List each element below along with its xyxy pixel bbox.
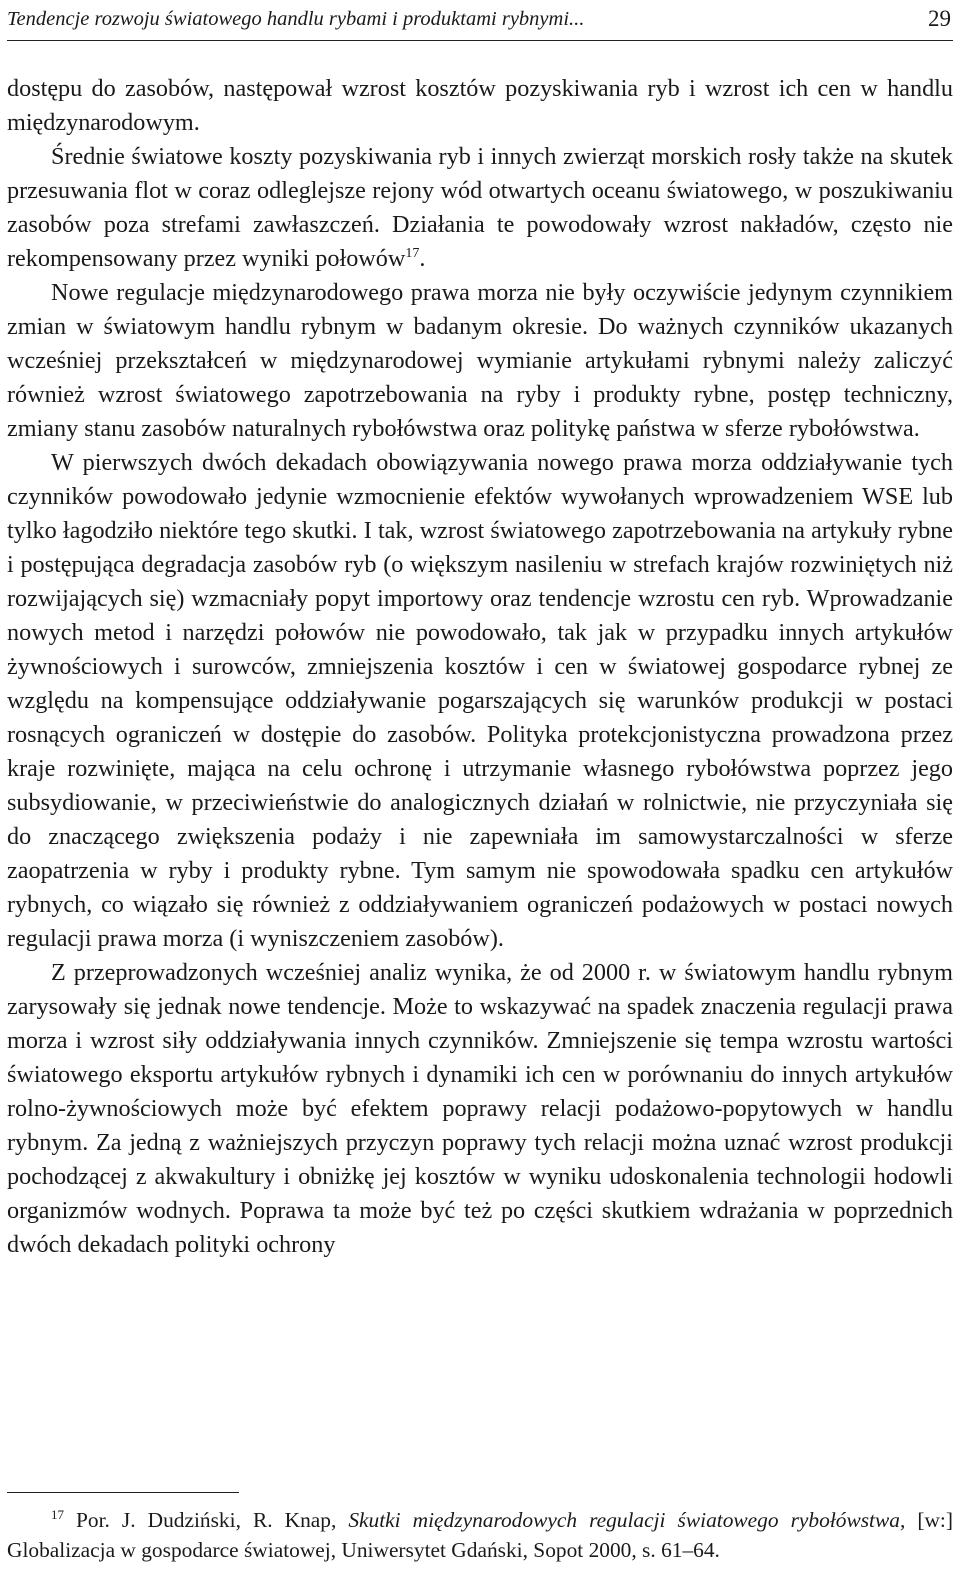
footnote-rest: [w:] Globalizacja w gospodarce światowej, Uniwersytet Gdański, Sopot 2000, s. 61–64. [7, 1508, 953, 1562]
paragraph-2 [7, 140, 953, 276]
document-page [7, 0, 953, 1573]
running-title: Tendencje rozwoju światowego handlu rybami i produktami rybnymi... [7, 7, 585, 30]
footnote-17 [7, 1505, 953, 1565]
paragraph-4: W pierwszych dwóch dekadach obowiązywania nowego prawa morza oddziaływanie tych czynników powodowało jedynie wzmocnienie efektów wywołanych wprowadzeniem WSE lub tylko łagodziło niektóre tego skutki. I tak, wzrost światowego zapotrzebowania na artykuły rybne i postępująca degradacja zasobów ryb (o większym nasileniu w strefach krajów rozwiniętych niż rozwijających się) wzmacniały popyt importowy oraz tendencje wzrostu cen ryb. Wprowadzanie nowych metod i narzędzi połowów nie powodowało, tak jak w przypadku innych artykułów żywnościowych i surowców, zmniejszenia kosztów i cen w światowej gospodarce rybnej ze względu na kompensujące oddziaływanie pogarszających się warunków produkcji w postaci rosnących ograniczeń w dostępie do zasobów. Polityka protekcjonistyczna prowadzona przez kraje rozwinięte, mająca na celu ochronę i utrzymanie własnego rybołówstwa poprzez jego subsydiowanie, w przeciwieństwie do analogicznych działań w rolnictwie, nie przyczyniała się do znaczącego zwiększenia podaży i nie zapewniała im samowystarczalności w sferze zaopatrzenia w ryby i produkty rybne. Tym samym nie spowodowała spadku cen artykułów rybnych, co wiązało się również z oddziaływaniem ograniczeń podażowych w postaci nowych regulacji prawa morza (i wyniszczeniem zasobów). [7, 449, 953, 952]
footnote-reference: 17 [405, 246, 420, 261]
footnote-lead: Por. J. Dudziński, R. Knap, [76, 1508, 349, 1532]
paragraph-3: Nowe regulacje międzynarodowego prawa morza nie były oczywiście jedynym czynnikiem zmian w światowym handlu rybnym w badanym okresie. Do ważnych czynników ukazanych wcześniej przekształceń w międzynarodowej wymianie artykułami rybnymi należy zaliczyć również wzrost światowego zapotrzebowania na ryby i produkty rybne, postęp techniczny, zmiany stanu zasobów naturalnych rybołówstwa oraz politykę państwa w sferze rybołówstwa. [7, 279, 953, 442]
page-number: 29 [928, 6, 951, 31]
body-text [7, 72, 953, 1262]
footnote-title: Skutki międzynarodowych regulacji światowego rybołówstwa, [348, 1508, 906, 1532]
running-header [7, 4, 953, 34]
footnote [7, 1505, 953, 1565]
paragraph-5: Z przeprowadzonych wcześniej analiz wynika, że od 2000 r. w światowym handlu rybnym zarysowały się jednak nowe tendencje. Może to wskazywać na spadek znaczenia regulacji prawa morza i wzrost siły oddziaływania innych czynników. Zmniejszenie się tempa wzrostu wartości światowego eksportu artykułów rybnych i dynamiki ich cen w porównaniu do innych artykułów rolno-żywnościowych może być efektem poprawy relacji podażowo-popytowych w handlu rybnym. Za jedną z ważniejszych przyczyn poprawy tych relacji można uznać wzrost produkcji pochodzącej z akwakultury i obniżkę jej kosztów w wyniku udoskonalenia technologii hodowli organizmów wodnych. Poprawa ta może być też po części skutkiem wdrażania w poprzednich dwóch dekadach polityki ochrony [7, 959, 953, 1258]
footnote-rule [7, 1492, 239, 1493]
header-rule [7, 40, 953, 41]
paragraph-2-text: Średnie światowe koszty pozyskiwania ryb i innych zwierząt morskich rosły także na skutek przesuwania flot w coraz odleglejsze rejony wód otwartych oceanu światowego, w poszukiwaniu zasobów poza strefami zawłaszczeń. Działania te powodowały wzrost nakładów, często nie rekompensowany przez wyniki połowów [7, 143, 953, 272]
footnote-number: 17 [51, 1507, 64, 1522]
paragraph-1: dostępu do zasobów, następował wzrost kosztów pozyskiwania ryb i wzrost ich cen w handlu międzynarodowym. [7, 75, 953, 136]
paragraph-2-end: . [419, 245, 426, 272]
